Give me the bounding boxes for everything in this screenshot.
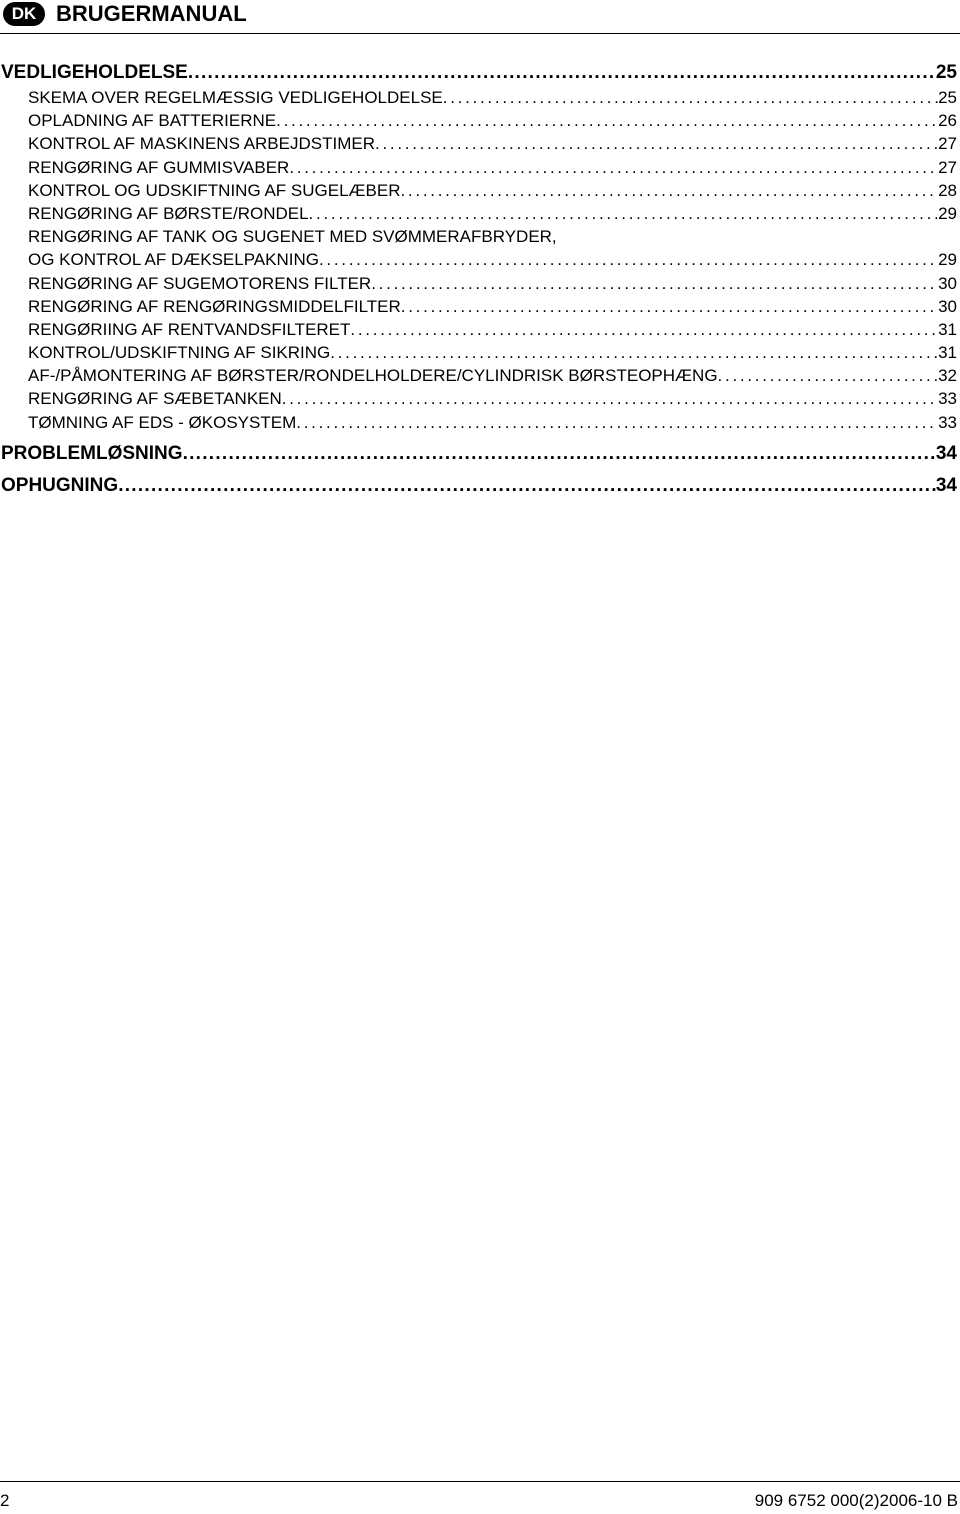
dot-leader	[309, 202, 939, 225]
document-title: BRUGERMANUAL	[56, 1, 247, 26]
toc-section-troubleshooting[interactable]: PROBLEMLØSNING . . . 34	[0, 439, 960, 469]
dot-leader	[401, 295, 938, 318]
page-ref: 31	[938, 319, 957, 339]
page-ref: 31	[938, 343, 957, 363]
language-badge: DK	[3, 2, 45, 26]
toc-item[interactable]: RENGØRING AF SÆBETANKEN . . . 33	[0, 387, 960, 410]
dot-leader	[350, 318, 938, 341]
toc-item[interactable]: RENGØRING AF BØRSTE/RONDEL . . . 29	[0, 202, 960, 225]
toc-item-line1[interactable]: RENGØRING AF TANK OG SUGENET MED SVØMMERAFBRYDER,	[28, 227, 557, 247]
page-ref: 33	[938, 412, 957, 432]
dot-leader	[319, 248, 938, 271]
document-code: 909 6752 000(2)2006-10 B	[754, 1491, 958, 1510]
toc-item[interactable]: SKEMA OVER REGELMÆSSIG VEDLIGEHOLDELSE . . . 25	[0, 86, 960, 109]
dot-leader	[400, 179, 938, 202]
dot-leader	[330, 341, 938, 364]
page-ref: 27	[938, 134, 957, 154]
toc-item[interactable]: KONTROL OG UDSKIFTNING AF SUGELÆBER . . . 28	[0, 179, 960, 202]
toc-item[interactable]: RENGØRIING AF RENTVANDSFILTERET . . . 31	[0, 318, 960, 341]
toc-item[interactable]: OPLADNING AF BATTERIERNE . . . 26	[0, 109, 960, 132]
toc-item[interactable]: AF-/PÅMONTERING AF BØRSTER/RONDELHOLDERE/CYLINDRISK BØRSTEOPHÆNG . . . 32	[0, 364, 960, 387]
dot-leader	[118, 469, 936, 503]
table-of-contents	[0, 60, 960, 503]
page-ref: 34	[935, 474, 957, 496]
dot-leader	[718, 364, 939, 387]
toc-section-maintenance[interactable]: VEDLIGEHOLDELSE . . . 25	[0, 60, 960, 86]
page-ref: 33	[938, 389, 957, 409]
dot-leader	[289, 156, 938, 179]
page-ref: 29	[938, 203, 957, 223]
page-number: 2	[0, 1491, 10, 1510]
page-ref: 32	[938, 366, 957, 386]
dot-leader	[188, 60, 936, 86]
page-ref: 29	[938, 250, 957, 270]
dot-leader	[375, 132, 938, 155]
toc-item[interactable]: RENGØRING AF SUGEMOTORENS FILTER . . . 30	[0, 272, 960, 295]
toc-item[interactable]: KONTROL/UDSKIFTNING AF SIKRING . . . 31	[0, 341, 960, 364]
page-ref: 28	[938, 180, 957, 200]
page-ref: 25	[935, 62, 957, 83]
dot-leader	[296, 411, 938, 434]
page-ref: 25	[938, 88, 957, 107]
footer-rule	[0, 1481, 960, 1482]
toc-item[interactable]: KONTROL AF MASKINENS ARBEJDSTIMER . . . 27	[0, 132, 960, 155]
page-ref: 30	[938, 296, 957, 316]
page-ref: 26	[938, 111, 957, 131]
page-ref: 34	[935, 442, 957, 464]
toc-item[interactable]: TØMNING AF EDS - ØKOSYSTEM . . . 33	[0, 411, 960, 434]
page-header	[0, 0, 960, 28]
toc-section-scrapping[interactable]: OPHUGNING . . . 34	[0, 469, 960, 503]
header-rule	[0, 33, 960, 34]
page-ref: 30	[938, 273, 957, 293]
dot-leader	[443, 86, 938, 109]
dot-leader	[183, 439, 936, 469]
dot-leader	[276, 109, 938, 132]
dot-leader	[371, 272, 938, 295]
page-ref: 27	[938, 157, 957, 177]
toc-item[interactable]: RENGØRING AF GUMMISVABER . . . 27	[0, 156, 960, 179]
dot-leader	[282, 387, 938, 410]
toc-item[interactable]: OG KONTROL AF DÆKSELPAKNING . . . 29	[0, 248, 960, 271]
toc-item[interactable]: RENGØRING AF RENGØRINGSMIDDELFILTER . . . 30	[0, 295, 960, 318]
